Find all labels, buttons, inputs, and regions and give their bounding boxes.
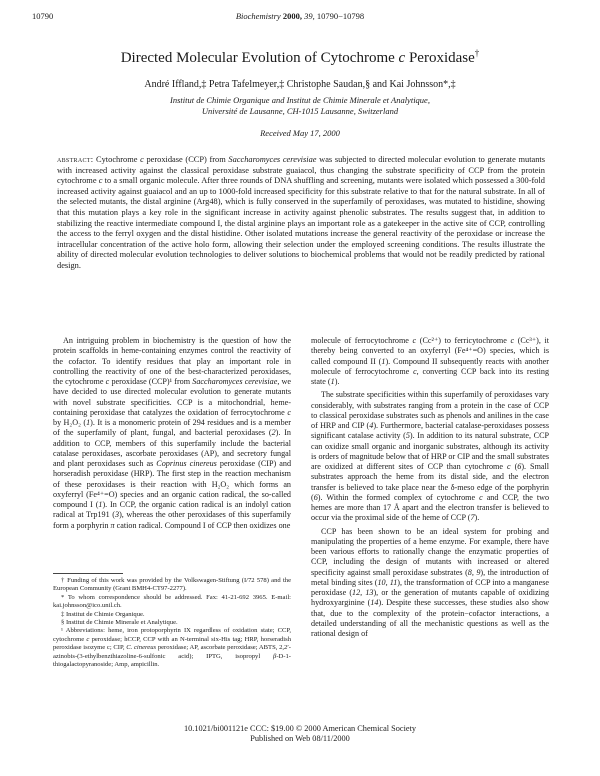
footnotes — [53, 577, 291, 669]
footnote-divider — [53, 573, 123, 574]
body-paragraph — [311, 390, 549, 523]
reference-link[interactable]: 6 — [313, 492, 318, 502]
body-text: ), or the generation of mutants capable of oxidizing hydroxyarginine ( — [311, 588, 550, 608]
reference-link[interactable]: 6 — [517, 462, 522, 471]
body-text: ), the transformation of CCP into a manganese peroxidase ( — [311, 577, 549, 597]
footnote-affiliation-2: § Institut de Chimie Minerale et Analytique. — [61, 619, 178, 627]
body-italic: c — [105, 377, 110, 386]
abstract-text: Cytochrome — [96, 155, 138, 164]
body-italic: c — [287, 407, 292, 417]
body-text: An intriguing problem in biochemistry is the question of how the protein scaffolds in heme-containing enzymes control the reactivity of the cofactor. To identify residues that play an important role in controlling the reactivity of one of the best-characterized peroxidases, the cytochrome — [53, 336, 291, 386]
title-text-post: Peroxidase — [408, 50, 475, 66]
body-paragraph — [311, 527, 549, 640]
title-text-pre: Directed Molecular Evolution of Cytochrome — [120, 50, 395, 66]
body-paragraph — [311, 336, 549, 387]
body-text: ). It is a monomeric protein of 294 residues and is a member of the superfamily of plant, fungal, and bacterial peroxidases ( — [53, 418, 291, 438]
journal-pages: 10790−10798 — [316, 11, 365, 21]
body-text: , we have decided to use directed molecular evolution to generate mutants with novel substrate specificities. CCP is a mitochondrial, heme-containing peroxidase that catalyzes the oxidation of ferrocytochrome — [53, 377, 292, 417]
title-text-italic: c — [398, 50, 406, 66]
reference-link[interactable]: 1 — [98, 500, 103, 509]
reference-link[interactable]: 7 — [470, 513, 475, 523]
body-text: ). Furthermore, bacterial catalase-peroxidases possess significant catalase activity ( — [311, 421, 549, 441]
body-text: ). In addition to CCP, members of this superfamily include the bacterial catalase peroxidases, ascorbate peroxidases (AP), and secretory fungal and plant peroxidases such as — [53, 428, 291, 468]
journal-year: 2000, — [282, 11, 302, 21]
body-text: ), the introduction of metal binding sites ( — [311, 567, 549, 587]
journal-volume: 39, — [304, 11, 315, 21]
reference-link[interactable]: 12, 13 — [352, 588, 374, 597]
body-italic: c — [506, 462, 511, 471]
reference-link[interactable]: 1 — [381, 356, 386, 366]
footnote-italic: β — [273, 652, 277, 660]
footnote-correspondence: * To whom correspondence should be addressed. Fax: 41-21-692 3965. E-mail: kai.johnsson@ico.unil.ch. — [53, 593, 291, 610]
reference-link[interactable]: 1 — [330, 377, 335, 386]
body-paragraph — [53, 336, 291, 531]
body-italic: Coprinus cinereus — [156, 459, 217, 468]
affiliation-line-1: Institut de Chimie Organique and Institut de Chimie Minerale et Analytique, — [170, 95, 430, 105]
reference-link[interactable]: 1 — [86, 418, 91, 427]
footnote-text: ¹ Abbreviations: heme, iron protoporphyrin IX regardless of oxidation state; CCP, cytochrome — [53, 627, 291, 643]
publication-date: Published on Web 08/11/2000 — [250, 734, 350, 743]
footnote-affiliation-1: ‡ Institut de Chimie Organique. — [61, 610, 145, 618]
body-text: ). — [334, 377, 340, 386]
footnote-italic: c — [86, 635, 90, 643]
body-right-column — [311, 336, 549, 639]
author-list: André Iffland,‡ Petra Tafelmeyer,‡ Christophe Saudan,§ and Kai Johnsson*,‡ — [144, 79, 456, 90]
body-text: (Cc²⁺) to ferricytochrome — [419, 336, 507, 345]
body-text: ). Within the formed complex of cytochrome — [317, 492, 476, 502]
body-text: molecule of ferrocytochrome — [311, 336, 409, 345]
abstract-italic: Saccharomyces cerevisiae — [228, 155, 317, 164]
reference-link[interactable]: 4 — [369, 421, 374, 430]
body-italic: c — [413, 366, 417, 376]
footnote-funding: † Funding of this work was provided by the Volkswagen-Stiftung (I/72 578) and the European Community (Grant BMH4-CT97-2277). — [53, 577, 291, 593]
body-text: (Cc³⁺), it thereby being converted to an oxyferryl (Fe⁴⁺=O) species, which is called compound II ( — [311, 336, 550, 366]
abstract-text: peroxidase (CCP) from — [146, 155, 226, 164]
affiliation — [0, 95, 600, 117]
abstract — [57, 155, 545, 272]
body-text: by H₂O₂ ( — [53, 418, 87, 427]
reference-link[interactable]: 10, 11 — [377, 577, 398, 587]
body-text: , converting CCP back into its resting state ( — [311, 366, 550, 386]
body-text: ). Compound II subsequently reacts with another molecule of ferrocytochrome — [311, 356, 549, 376]
article-title — [0, 48, 600, 67]
footnote-text: peroxidase; AP, ascorbate peroxidase; ABTS, 2,2′-azinobis-(3-ethylbenzthiazoline-6-sulfonic acid); IPTG, isopropyl — [53, 644, 291, 660]
reference-link[interactable]: 8, 9 — [467, 567, 481, 577]
abstract-label: abstract: — [57, 155, 94, 164]
body-text: ), whereas the other peroxidases of this superfamily form a porphyrin — [53, 510, 291, 530]
body-text: cation radical. Compound I of CCP then oxidizes one — [116, 520, 291, 530]
body-text: ). — [474, 513, 480, 523]
body-text: CCP has been shown to be an ideal system for probing and manipulating the properties of a heme enzyme. For example, there have been various efforts to rationally change the enzymatic properties of CCP, including the design of mutants with increased or altered specificity against small peroxidase substrates ( — [311, 526, 549, 577]
abstract-italic: c — [98, 176, 103, 186]
abstract-text: to a small organic molecule. After three rounds of DNA shuffling and screening, mutants were isolated which possessed a 300-fold increased activity against guaiacol and an up to 1000-fold increased specificity for this substrate relative to that for the natural substrate. In all of the selected mutants, the distal arginine (Arg48), which is fully conserved in the superfamily of peroxidases, was mutated to histidine, showing that this mutation plays a key role in the significant increase in activity against phenolic substrates. The results suggest that, in addition to stabilizing the reactive intermediate compound I, the distal arginine plays an important role as a gatekeeper in the active site of CCP, controlling the access to the ferryl oxygen and the distal histidine. Other isolated mutations increase the general reactivity of the peroxidase or increase the intracellular concentration of the active holo form, allowing their selection under the employed screening conditions. The results illustrate the ability of directed molecular evolution technologies to deliver solutions to biochemical problems that would not be readily predicted by rational design. — [57, 176, 545, 270]
doi-copyright: 10.1021/bi001121e CCC: $19.00 © 2000 American Chemical Society — [183, 724, 417, 733]
body-text: peroxidase (CIP) and horseradish peroxidase (HRP). The first step in the reaction mechanism of these peroxidases is their reaction with H₂O₂ which forms an oxyferryl (Fe⁴⁺=O) species and an organic cation radical, the so-called compound I ( — [53, 459, 292, 509]
body-text: The substrate specificities within this superfamily of peroxidases vary considerably, with substrates ranging from a protein in the case of CCP to classical peroxidase substrates such as phenols and anilines in the case of HRP and CIP ( — [311, 390, 549, 430]
journal-name: Biochemistry — [235, 11, 281, 21]
page-number: 10790 — [32, 11, 54, 21]
body-text: peroxidase (CCP)¹ from — [111, 377, 191, 386]
body-italic: π — [110, 520, 115, 530]
body-italic: c — [479, 492, 483, 502]
body-text: ). Small substrates approach the heme from its distal side, and the electron transfer is believed to take place near the δ-meso edge of the porphyrin ( — [311, 462, 550, 502]
title-footnote-mark: † — [474, 48, 480, 58]
affiliation-line-2: Université de Lausanne, CH-1015 Lausanne, Switzerland — [201, 106, 399, 116]
body-left-column — [53, 336, 291, 531]
journal-citation — [0, 11, 600, 21]
abstract-text: was subjected to directed molecular evolution to generate mutants with increased activity against the classical peroxidase substrate guaiacol, thus changing the substrate specificity of CCP from the protein cytochrome — [57, 155, 546, 186]
body-text: and CCP, the two hemes are more than 17 Å apart and the electron transfer is believed to occur via the proximal side of the heme of CCP ( — [311, 492, 550, 523]
body-italic: c — [412, 336, 417, 345]
body-text: ). Despite these successes, these studies also show that, due to the complexity of the protein−cofactor interactions, a detailed understanding of all the mechanistic questions as well as the rational design of — [311, 598, 549, 638]
received-date: Received May 17, 2000 — [260, 128, 340, 138]
footnote-text: -D-1-thiogalactopyranoside; Amp, ampicillin. — [53, 652, 291, 669]
body-italic: Saccharomyces cerevisiae — [192, 377, 278, 386]
abstract-italic: c — [140, 155, 144, 164]
body-text: ). In CCP, the organic cation radical is an indolyl cation radical at Trp191 ( — [53, 500, 291, 520]
reference-link[interactable]: 14 — [370, 598, 379, 608]
footnote-italic: C. cinereus — [126, 644, 157, 652]
body-text: ( — [514, 462, 518, 471]
reference-link[interactable]: 3 — [115, 510, 120, 520]
footnote-abbreviations — [53, 627, 291, 669]
body-text: ). In addition to its natural substrate, CCP can oxidize small organic and inorganic substrates, although its activity is orders of magnitude below that of HRP or CIP and the small substrates are oxidized at different sites of CCP than cytochrome — [311, 431, 550, 471]
footnote-text: peroxidase; hCCP, CCP with an N-terminal six-His tag; HRP, horseradish peroxidase isozyme c; CIP, — [53, 635, 291, 652]
body-italic: c — [510, 336, 515, 345]
reference-link[interactable]: 5 — [405, 431, 410, 441]
reference-link[interactable]: 2 — [271, 428, 276, 438]
